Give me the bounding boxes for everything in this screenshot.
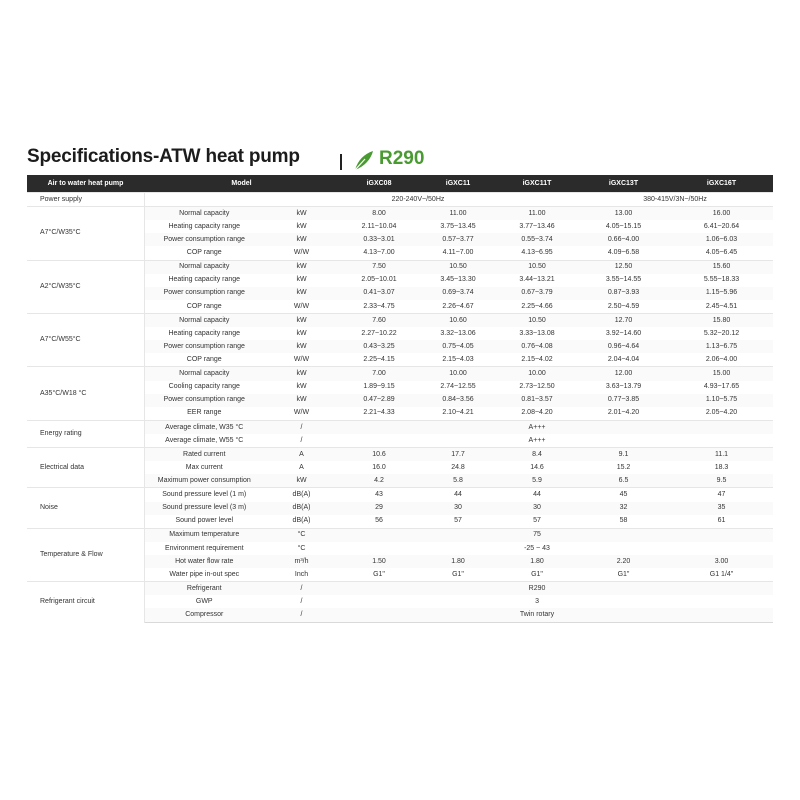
value-cell: 10.50 [497,260,577,274]
value-cell: R290 [497,582,577,596]
parameter-label: EER range [187,409,222,417]
value-cell: 0.55~3.74 [497,233,577,246]
refrigerant-tag: R290 [379,148,425,169]
value-cell: 58 [619,517,628,525]
header-model-name: iGXC16T [670,175,773,193]
value-cell: 56 [375,517,383,525]
value-cell: 0.77~3.85 [577,394,670,407]
table-row [27,420,773,434]
value-cell [577,582,773,596]
unit-cell: W/W [293,409,310,417]
value-cell: 2.08~4.20 [521,409,553,417]
value-cell: 0.43~3.25 [339,340,419,353]
value-cell: 4.05~15.15 [605,222,642,230]
value-cell: 45 [577,488,670,502]
value-cell: 15.2 [616,463,631,471]
title-divider [340,154,342,170]
title-row [27,146,787,174]
value-cell: 30 [419,502,497,515]
unit-cell [264,193,339,207]
value-cell: 12.70 [577,313,670,327]
group-label: Temperature & Flow [27,528,144,581]
value-cell: 6.5 [577,474,670,488]
table-row [27,367,773,381]
value-cell: 1.06~6.03 [670,233,773,246]
parameter-label: Cooling capacity range [168,383,240,391]
value-cell: 57 [454,517,462,525]
header-model-name: iGXC08 [339,175,419,193]
value-cell: 3.92~14.60 [605,329,642,337]
parameter-label: Maximum power consumption [144,474,264,488]
value-cell: 2.01~4.20 [607,409,640,417]
value-cell: 3.33~13.08 [519,329,555,337]
parameter-label: Normal capacity [144,313,264,327]
group-label: Refrigerant circuit [27,582,144,622]
parameter-label: Average climate, W35 °C [144,420,264,434]
value-cell [339,542,497,555]
parameter-label: Power consumption range [144,233,264,246]
parameter-label: Average climate, W55 °C [165,436,244,444]
value-cell: 2.05~10.01 [361,276,397,284]
parameter-label: COP range [186,302,222,310]
value-cell: 6.41~20.64 [703,222,740,230]
table-row [27,488,773,502]
value-cell: 10.60 [419,313,497,327]
unit-cell: kW [296,276,307,284]
value-cell: 2.45~4.51 [705,302,738,310]
unit-cell: W/W [293,356,310,364]
header-group: Air to water heat pump [27,175,144,193]
value-cell: 14.6 [530,463,544,471]
group-label: Noise [27,488,144,528]
value-cell: 18.3 [714,463,729,471]
value-cell [339,528,497,542]
value-cell: 16.0 [372,463,386,471]
unit-cell: m³/h [264,555,339,568]
value-cell: 3.44~13.21 [519,276,555,284]
parameter-label: Normal capacity [144,207,264,221]
value-cell [339,582,497,596]
parameter-label: Normal capacity [144,367,264,381]
unit-cell: kW [264,207,339,221]
parameter-label: Hot water flow rate [144,555,264,568]
unit-cell: / [264,420,339,434]
value-cell: 8.4 [497,448,577,462]
value-cell: 32 [577,502,670,515]
value-cell: 44 [419,488,497,502]
value-cell: 2.10~4.21 [442,409,474,417]
unit-cell: / [264,582,339,596]
value-cell: 10.00 [497,367,577,381]
value-cell [577,528,773,542]
value-cell: 10.00 [419,367,497,381]
value-cell: 1.89~9.15 [363,383,395,391]
value-cell: 4.09~6.58 [607,249,640,257]
value-cell: 4.2 [339,474,419,488]
table-row [27,193,773,207]
value-cell: 9.5 [670,474,773,488]
value-cell: 15.00 [670,367,773,381]
value-cell: 2.21~4.33 [363,409,395,417]
value-cell [577,542,773,555]
parameter-label: COP range [186,249,222,257]
table-row [27,582,773,596]
table-row [27,207,773,221]
value-cell: 2.74~12.55 [440,383,476,391]
value-cell: 2.25~4.66 [521,302,553,310]
value-cell [577,595,773,608]
table-header-row [27,175,773,193]
value-cell: 4.11~7.00 [442,249,474,257]
group-label: A35°C/W18 °C [27,367,144,420]
unit-cell: Inch [294,570,309,578]
value-cell: 2.26~4.67 [442,302,474,310]
value-cell: 3.00 [670,555,773,568]
leaf-icon [352,149,376,171]
value-cell: 2.20 [577,555,670,568]
parameter-label [144,193,264,207]
parameter-label: Max current [185,463,223,471]
parameter-label: Sound power level [175,517,234,525]
value-cell: 380-415V/3N~/50Hz [577,193,773,207]
value-cell: 0.84~3.56 [419,394,497,407]
table-row [27,448,773,462]
value-cell [339,608,497,622]
value-cell: 0.96~4.64 [577,340,670,353]
value-cell: 35 [670,502,773,515]
unit-cell: °C [264,528,339,542]
value-cell: G1" [531,570,543,578]
unit-cell: A [264,448,339,462]
value-cell: 9.1 [577,448,670,462]
value-cell: 43 [339,488,419,502]
value-cell: 1.15~5.96 [670,287,773,300]
value-cell [339,595,497,608]
parameter-label: Environment requirement [164,544,244,552]
value-cell: 3.32~13.06 [440,329,476,337]
value-cell: 29 [339,502,419,515]
value-cell: 7.50 [339,260,419,274]
value-cell: 1.80 [497,555,577,568]
unit-cell: kW [264,313,339,327]
unit-cell: W/W [293,302,310,310]
unit-cell: dB(A) [264,502,339,515]
value-cell: 7.60 [339,313,419,327]
unit-cell: kW [296,222,307,230]
value-cell: 1.50 [339,555,419,568]
unit-cell: kW [264,367,339,381]
value-cell [577,434,773,448]
value-cell: 1.13~6.75 [670,340,773,353]
table-row [27,313,773,327]
header-model-name: iGXC13T [577,175,670,193]
parameter-label: Rated current [144,448,264,462]
unit-cell: kW [264,474,339,488]
value-cell: 15.80 [670,313,773,327]
unit-cell: kW [296,329,307,337]
value-cell: G1" [617,570,630,578]
value-cell: 5.32~20.12 [703,329,740,337]
value-cell: 47 [670,488,773,502]
value-cell: 1.80 [419,555,497,568]
group-label: A7°C/W55°C [27,313,144,366]
group-label: Energy rating [27,420,144,447]
value-cell: G1 1/4" [709,570,734,578]
value-cell: 13.00 [577,207,670,221]
value-cell: 2.33~4.75 [363,302,395,310]
value-cell: 5.8 [419,474,497,488]
value-cell [577,420,773,434]
value-cell: 11.1 [670,448,773,462]
value-cell: 0.47~2.89 [339,394,419,407]
unit-cell: kW [264,394,339,407]
value-cell: 57 [533,517,541,525]
value-cell: 2.73~12.50 [519,383,555,391]
value-cell: 17.7 [419,448,497,462]
parameter-label: Sound pressure level (1 m) [144,488,264,502]
value-cell: 11.00 [497,207,577,221]
group-label: A2°C/W35°C [27,260,144,313]
parameter-label: Heating capacity range [168,329,241,337]
value-cell: 2.06~4.00 [705,356,738,364]
unit-cell: / [264,608,339,622]
parameter-label: Heating capacity range [168,276,241,284]
value-cell: 15.60 [670,260,773,274]
unit-cell: dB(A) [292,517,311,525]
header-model: Model [144,175,339,193]
value-cell: 24.8 [451,463,465,471]
value-cell [577,608,773,622]
value-cell: 12.00 [577,367,670,381]
unit-cell: dB(A) [264,488,339,502]
group-label: Power supply [27,193,144,207]
value-cell: 2.27~10.22 [361,329,397,337]
parameter-label: Power consumption range [144,287,264,300]
parameter-label: GWP [195,597,213,605]
value-cell: 4.13~7.00 [363,249,395,257]
value-cell: 0.75~4.05 [419,340,497,353]
value-cell: G1" [452,570,464,578]
spec-table-body [27,193,773,623]
value-cell: 16.00 [670,207,773,221]
parameter-label: Compressor [144,608,264,622]
value-cell: 3 [535,597,539,605]
value-cell: 5.55~18.33 [703,276,740,284]
unit-cell: W/W [293,249,310,257]
value-cell: A+++ [528,436,546,444]
spec-table [27,175,773,623]
value-cell: 3.55~14.55 [605,276,642,284]
table-row [27,528,773,542]
unit-cell: / [300,436,303,444]
value-cell: 1.10~5.75 [670,394,773,407]
value-cell: 0.67~3.79 [497,287,577,300]
value-cell: 2.25~4.15 [363,356,395,364]
value-cell: Twin rotary [497,608,577,622]
parameter-label: Water pipe in-out spec [169,570,240,578]
value-cell: 2.04~4.04 [607,356,640,364]
value-cell: 4.13~6.95 [521,249,553,257]
header-model-name: iGXC11T [497,175,577,193]
page-title: Specifications-ATW heat pump [27,146,300,167]
header-model-name: iGXC11 [419,175,497,193]
parameter-label: Normal capacity [144,260,264,274]
value-cell: A+++ [497,420,577,434]
value-cell: 4.93~17.65 [703,383,740,391]
value-cell: 2.50~4.59 [607,302,640,310]
unit-cell: kW [264,340,339,353]
unit-cell: °C [297,544,306,552]
value-cell: 44 [497,488,577,502]
value-cell: 5.9 [497,474,577,488]
value-cell: 2.11~10.04 [361,222,397,230]
value-cell: 11.00 [419,207,497,221]
value-cell: 12.50 [577,260,670,274]
value-cell: 30 [497,502,577,515]
value-cell: -25 ~ 43 [524,544,550,552]
value-cell: 0.66~4.00 [577,233,670,246]
parameter-label: Sound pressure level (3 m) [144,502,264,515]
value-cell: 8.00 [339,207,419,221]
table-row [27,260,773,274]
value-cell: 2.15~4.02 [521,356,553,364]
value-cell: G1" [373,570,385,578]
value-cell [339,434,497,448]
value-cell: 3.77~13.46 [519,222,555,230]
group-label: A7°C/W35°C [27,207,144,260]
value-cell [497,193,577,207]
parameter-label: COP range [186,356,222,364]
value-cell: 10.6 [339,448,419,462]
value-cell: 0.81~3.57 [497,394,577,407]
value-cell: 7.00 [339,367,419,381]
parameter-label: Maximum temperature [144,528,264,542]
value-cell: 75 [497,528,577,542]
unit-cell: kW [264,287,339,300]
value-cell: 3.63~13.79 [605,383,642,391]
value-cell: 2.15~4.03 [442,356,474,364]
value-cell: 3.75~13.45 [440,222,476,230]
value-cell: 10.50 [419,260,497,274]
parameter-label: Power consumption range [144,394,264,407]
parameter-label: Refrigerant [144,582,264,596]
unit-cell: / [300,597,303,605]
value-cell: 0.57~3.77 [419,233,497,246]
parameter-label: Heating capacity range [168,222,241,230]
value-cell: 0.41~3.07 [339,287,419,300]
unit-cell: kW [264,233,339,246]
value-cell: 0.69~3.74 [419,287,497,300]
parameter-label: Power consumption range [144,340,264,353]
group-label: Electrical data [27,448,144,488]
unit-cell: kW [264,260,339,274]
value-cell: 0.33~3.01 [339,233,419,246]
value-cell: 3.45~13.30 [440,276,476,284]
value-cell: 2.05~4.20 [705,409,738,417]
value-cell: 0.76~4.08 [497,340,577,353]
value-cell: 0.87~3.93 [577,287,670,300]
value-cell [339,420,497,434]
value-cell: 4.05~6.45 [705,249,738,257]
value-cell: 220-240V~/50Hz [339,193,497,207]
value-cell: 61 [717,517,726,525]
unit-cell: kW [296,383,307,391]
unit-cell: A [299,463,304,471]
value-cell: 10.50 [497,313,577,327]
